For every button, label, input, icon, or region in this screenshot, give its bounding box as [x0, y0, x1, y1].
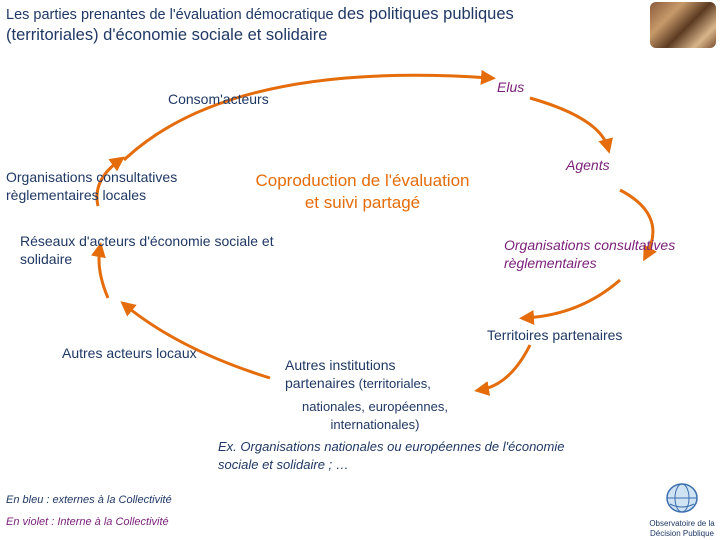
- node-consomacteurs: Consom'acteurs: [168, 91, 269, 107]
- node-autres-institutions-line1: Autres institutions: [285, 357, 396, 373]
- node-agents: Agents: [566, 157, 610, 173]
- arrow-top: [124, 75, 490, 160]
- arrow-bottom: [125, 305, 270, 378]
- node-autres-institutions: [285, 356, 495, 393]
- center-line1: Coproduction de l'évaluation: [255, 171, 470, 190]
- node-reseaux-acteurs-line1: Réseaux d'acteurs d'économie sociale et: [20, 233, 274, 249]
- node-institutions-detail: [290, 398, 460, 433]
- center-line2: et suivi partagé: [304, 193, 421, 213]
- node-org-consultatives-locales: [6, 168, 177, 204]
- node-autres-institutions-bold: partenaires: [285, 375, 356, 392]
- arrow-right-lower: [525, 280, 620, 318]
- title-part2: des politiques publiques: [337, 5, 514, 23]
- globe-icon: [648, 482, 716, 514]
- title-part1: Les parties prenantes de l'évaluation démocratique: [6, 7, 338, 23]
- example-line2: sociale et solidaire ; …: [218, 456, 349, 472]
- title-line2: (territoriales) d'économie sociale et solidaire: [6, 26, 328, 44]
- node-reseaux-acteurs: [20, 232, 274, 268]
- node-territoires-partenaires: Territoires partenaires: [487, 327, 623, 343]
- node-org-consultatives-locales-line2: règlementaires locales: [6, 187, 147, 204]
- legend-blue: En bleu : externes à la Collectivité: [6, 494, 172, 506]
- node-autres-acteurs-locaux: Autres acteurs locaux: [62, 345, 197, 361]
- example-line1: Ex. Organisations nationales ou européennes de l'économie: [218, 439, 565, 454]
- node-elus: Elus: [497, 79, 525, 95]
- node-org-consultatives-line1: Organisations consultatives: [504, 237, 676, 253]
- node-org-consultatives-locales-line1: Organisations consultatives: [6, 169, 178, 185]
- arrow-top-right: [530, 98, 608, 148]
- logo-line2: Décision Publique: [649, 528, 715, 538]
- observatoire-logo: [648, 482, 716, 538]
- node-institutions-detail-line2: internationales): [330, 416, 420, 432]
- node-reseaux-acteurs-line2: solidaire: [20, 251, 73, 268]
- center-coproduction: [240, 170, 485, 214]
- node-institutions-detail-line1: nationales, européennes,: [301, 399, 448, 414]
- legend-violet: En violet : Interne à la Collectivité: [6, 516, 169, 528]
- node-org-consultatives-reglementaires: [504, 236, 675, 272]
- node-autres-institutions-rest: (territoriales,: [355, 376, 431, 392]
- example-text: [218, 438, 565, 473]
- logo-line1: Observatoire de la: [649, 519, 715, 528]
- node-org-consultatives-line2: règlementaires: [504, 255, 597, 272]
